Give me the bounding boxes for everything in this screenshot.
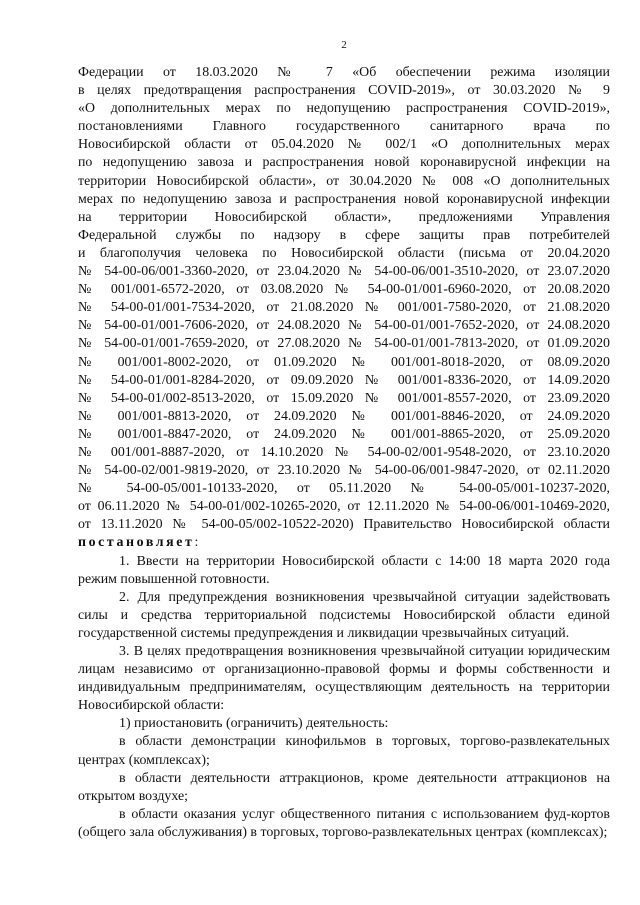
preamble-line: № 54-00-05/001-10133-2020, от 05.11.2020 № 54-00-05/001-10237-2020,	[78, 481, 610, 497]
item-paragraph: в области демонстрации кинофильмов в торговых, торгово-развлекательных центрах (комплексах);	[78, 734, 610, 768]
decree-colon: :	[194, 535, 199, 551]
preamble-line: № 001/001-8813-2020, от 24.09.2020 № 001/001-8846-2020, от 24.09.2020	[78, 408, 610, 424]
decree-word: постановляет	[78, 535, 195, 551]
item-paragraph: в области деятельности аттракционов, кроме деятельности аттракционов на открытом воздухе;	[78, 770, 610, 804]
preamble-line: № 54-00-06/001-3360-2020, от 23.04.2020 № 54-00-06/001-3510-2020, от 23.07.2020	[78, 264, 610, 280]
item-paragraph: 1) приостановить (ограничить) деятельность:	[119, 716, 389, 732]
preamble-line: № 54-00-01/001-7534-2020, от 21.08.2020 № 001/001-7580-2020, от 21.08.2020	[78, 300, 610, 316]
item-paragraph: 1. Ввести на территории Новосибирской области с 14:00 18 марта 2020 года режим повышенной готовности.	[78, 553, 610, 587]
preamble-line: Новосибирской области от 05.04.2020 № 002/1 «О дополнительных мерах	[78, 137, 610, 153]
item-paragraph: 2. Для предупреждения возникновения чрезвычайной ситуации задействовать силы и средства территориальной подсистемы Новосибирской области единой государственной системы предупреждения и ликвидации чрезвычайных ситуаций.	[78, 589, 610, 641]
preamble-line: от 06.11.2020 № 54-00-01/002-10265-2020, от 12.11.2020 № 54-00-06/001-10469-2020,	[78, 499, 610, 515]
preamble-line: № 54-00-01/001-7606-2020, от 24.08.2020 № 54-00-01/001-7652-2020, от 24.08.2020	[78, 318, 610, 334]
preamble-line: «О дополнительных мерах по недопущению распространения COVID-2019»,	[78, 101, 610, 117]
preamble-line: № 001/001-6572-2020, от 03.08.2020 № 54-00-01/001-6960-2020, от 20.08.2020	[78, 282, 610, 298]
preamble-line: Федеральной службы по надзору в сфере защиты прав потребителей	[78, 227, 610, 243]
preamble-line: и благополучия человека по Новосибирской области (письма от 20.04.2020	[78, 245, 610, 261]
preamble-line: от 13.11.2020 № 54-00-05/002-10522-2020) Правительство Новосибирской области	[78, 517, 610, 533]
preamble-line: № 54-00-01/002-8513-2020, от 15.09.2020 № 001/001-8557-2020, от 23.09.2020	[78, 390, 610, 406]
preamble-line: № 54-00-01/001-8284-2020, от 09.09.2020 № 001/001-8336-2020, от 14.09.2020	[78, 372, 610, 388]
preamble-line: Федерации от 18.03.2020 № 7 «Об обеспечении режима изоляции	[78, 65, 610, 80]
preamble-line: мерах по недопущению завоза и распространения новой коронавирусной инфекции	[78, 191, 610, 207]
preamble-line: по недопущению завоза и распространения новой коронавирусной инфекции на	[78, 155, 610, 171]
preamble-line: № 001/001-8847-2020, от 24.09.2020 № 001/001-8865-2020, от 25.09.2020	[78, 426, 610, 442]
page-number: 2	[341, 39, 347, 51]
preamble-line: № 54-00-01/001-7659-2020, от 27.08.2020 № 54-00-01/001-7813-2020, от 01.09.2020	[78, 336, 610, 352]
preamble-line: на территории Новосибирской области», предложениями Управления	[78, 209, 610, 225]
decree-line	[78, 534, 610, 552]
preamble-line: № 54-00-02/001-9819-2020, от 23.10.2020 № 54-00-06/001-9847-2020, от 02.11.2020	[78, 463, 610, 479]
preamble-line: территории Новосибирской области», от 30.04.2020 № 008 «О дополнительных	[78, 173, 610, 189]
preamble-line: № 001/001-8887-2020, от 14.10.2020 № 54-00-02/001-9548-2020, от 23.10.2020	[78, 444, 610, 460]
item-paragraph: 3. В целях предотвращения возникновения чрезвычайной ситуации юридическим лицам независимо от организационно-правовой формы и формы собственности и индивидуальным предпринимателям, осуществляющим деятельность на территории Новосибирской области:	[78, 644, 610, 714]
preamble-paragraph	[78, 64, 610, 553]
preamble-line: № 001/001-8002-2020, от 01.09.2020 № 001/001-8018-2020, от 08.09.2020	[78, 354, 610, 370]
preamble-line: в целях предотвращения распространения COVID-2019», от 30.03.2020 № 9	[78, 83, 610, 99]
preamble-line: постановлениями Главного государственного санитарного врача по	[78, 119, 610, 135]
item-paragraph: в области оказания услуг общественного питания с использованием фуд-кортов (общего зала обслуживания) в торговых, торгово-развлекательных центрах (комплексах);	[78, 806, 610, 840]
